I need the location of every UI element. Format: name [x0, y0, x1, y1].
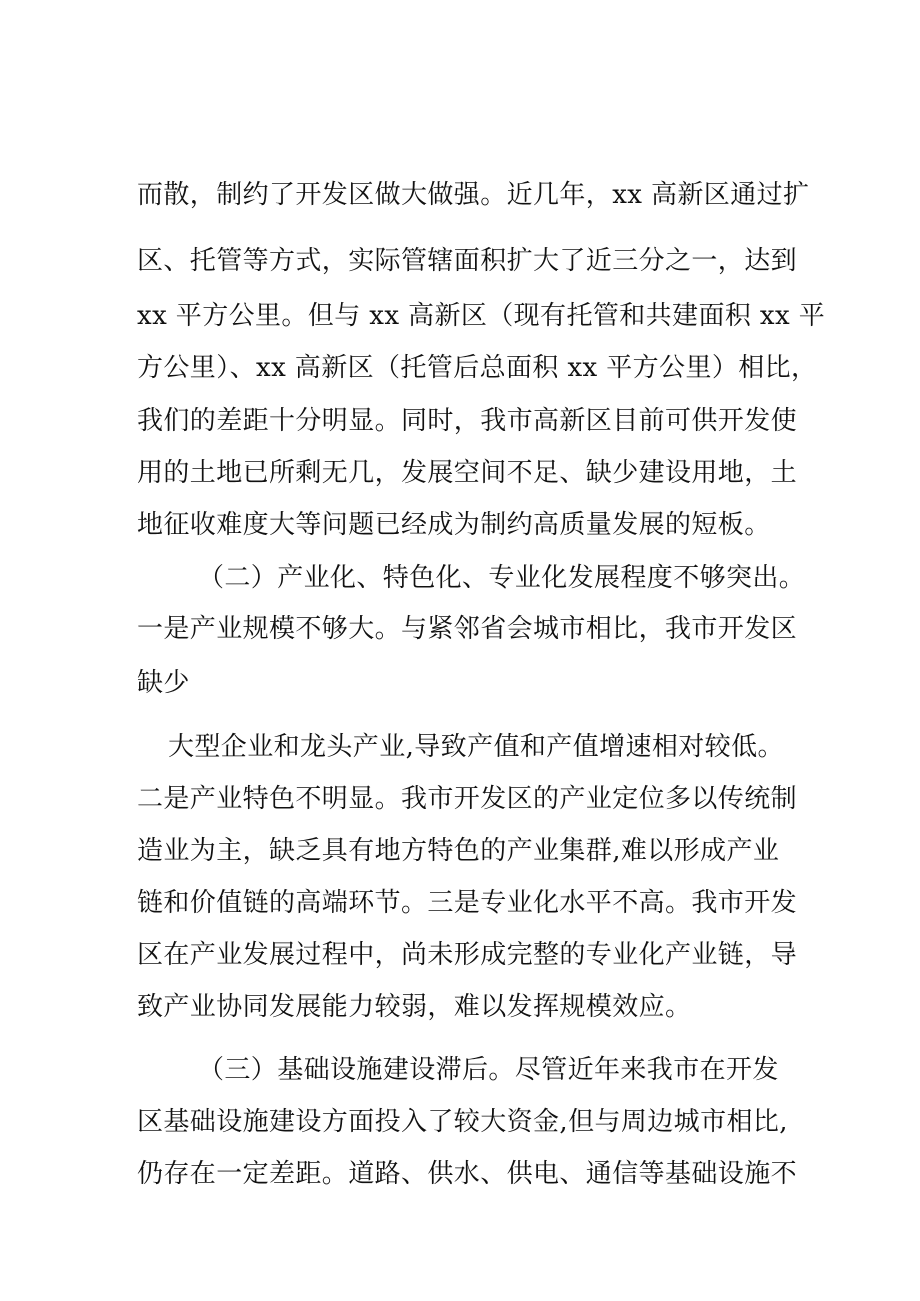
text-line: 缺少 [137, 668, 190, 698]
text-line: 造业为主，缺乏具有地方特色的产业集群,难以形成产业 [137, 836, 780, 866]
text-line: 区在产业发展过程中，尚未形成完整的专业化产业链，导 [137, 940, 798, 970]
text-line: 地征收难度大等问题已经成为制约高质量发展的短板。 [137, 510, 771, 540]
text-line: 方公里）、xx 高新区（托管后总面积 xx 平方公里）相比， [137, 353, 818, 383]
text-line: xx 平方公里。但与 xx 高新区（现有托管和共建面积 xx 平 [137, 301, 826, 331]
text-line: 区、托管等方式，实际管辖面积扩大了近三分之一，达到 [137, 246, 798, 276]
text-line: 而散，制约了开发区做大做强。近几年，xx 高新区通过扩 [137, 180, 810, 210]
section-heading-3: （三）基础设施建设滞后。尽管近年来我市在开发 [198, 1055, 779, 1085]
text-line: 我们的差距十分明显。同时，我市高新区目前可供开发使 [137, 406, 798, 436]
text-line: 链和价值链的高端环节。三是专业化水平不高。我市开发 [137, 888, 798, 918]
section-heading-2: （二）产业化、特色化、专业化发展程度不够突出。 [198, 563, 806, 593]
text-line: 二是产业特色不明显。我市开发区的产业定位多以传统制 [137, 784, 798, 814]
text-line: 一是产业规模不够大。与紧邻省会城市相比，我市开发区 [137, 614, 798, 644]
text-line: 大型企业和龙头产业,导致产值和产值增速相对较低。 [168, 732, 784, 762]
text-line: 用的土地已所剩无几，发展空间不足、缺少建设用地，土 [137, 458, 798, 488]
text-line: 致产业协同发展能力较弱，难以发挥规模效应。 [137, 992, 692, 1022]
text-line: 区基础设施建设方面投入了较大资金,但与周边城市相比, [137, 1107, 788, 1137]
text-line: 仍存在一定差距。道路、供水、供电、通信等基础设施不 [137, 1159, 798, 1189]
